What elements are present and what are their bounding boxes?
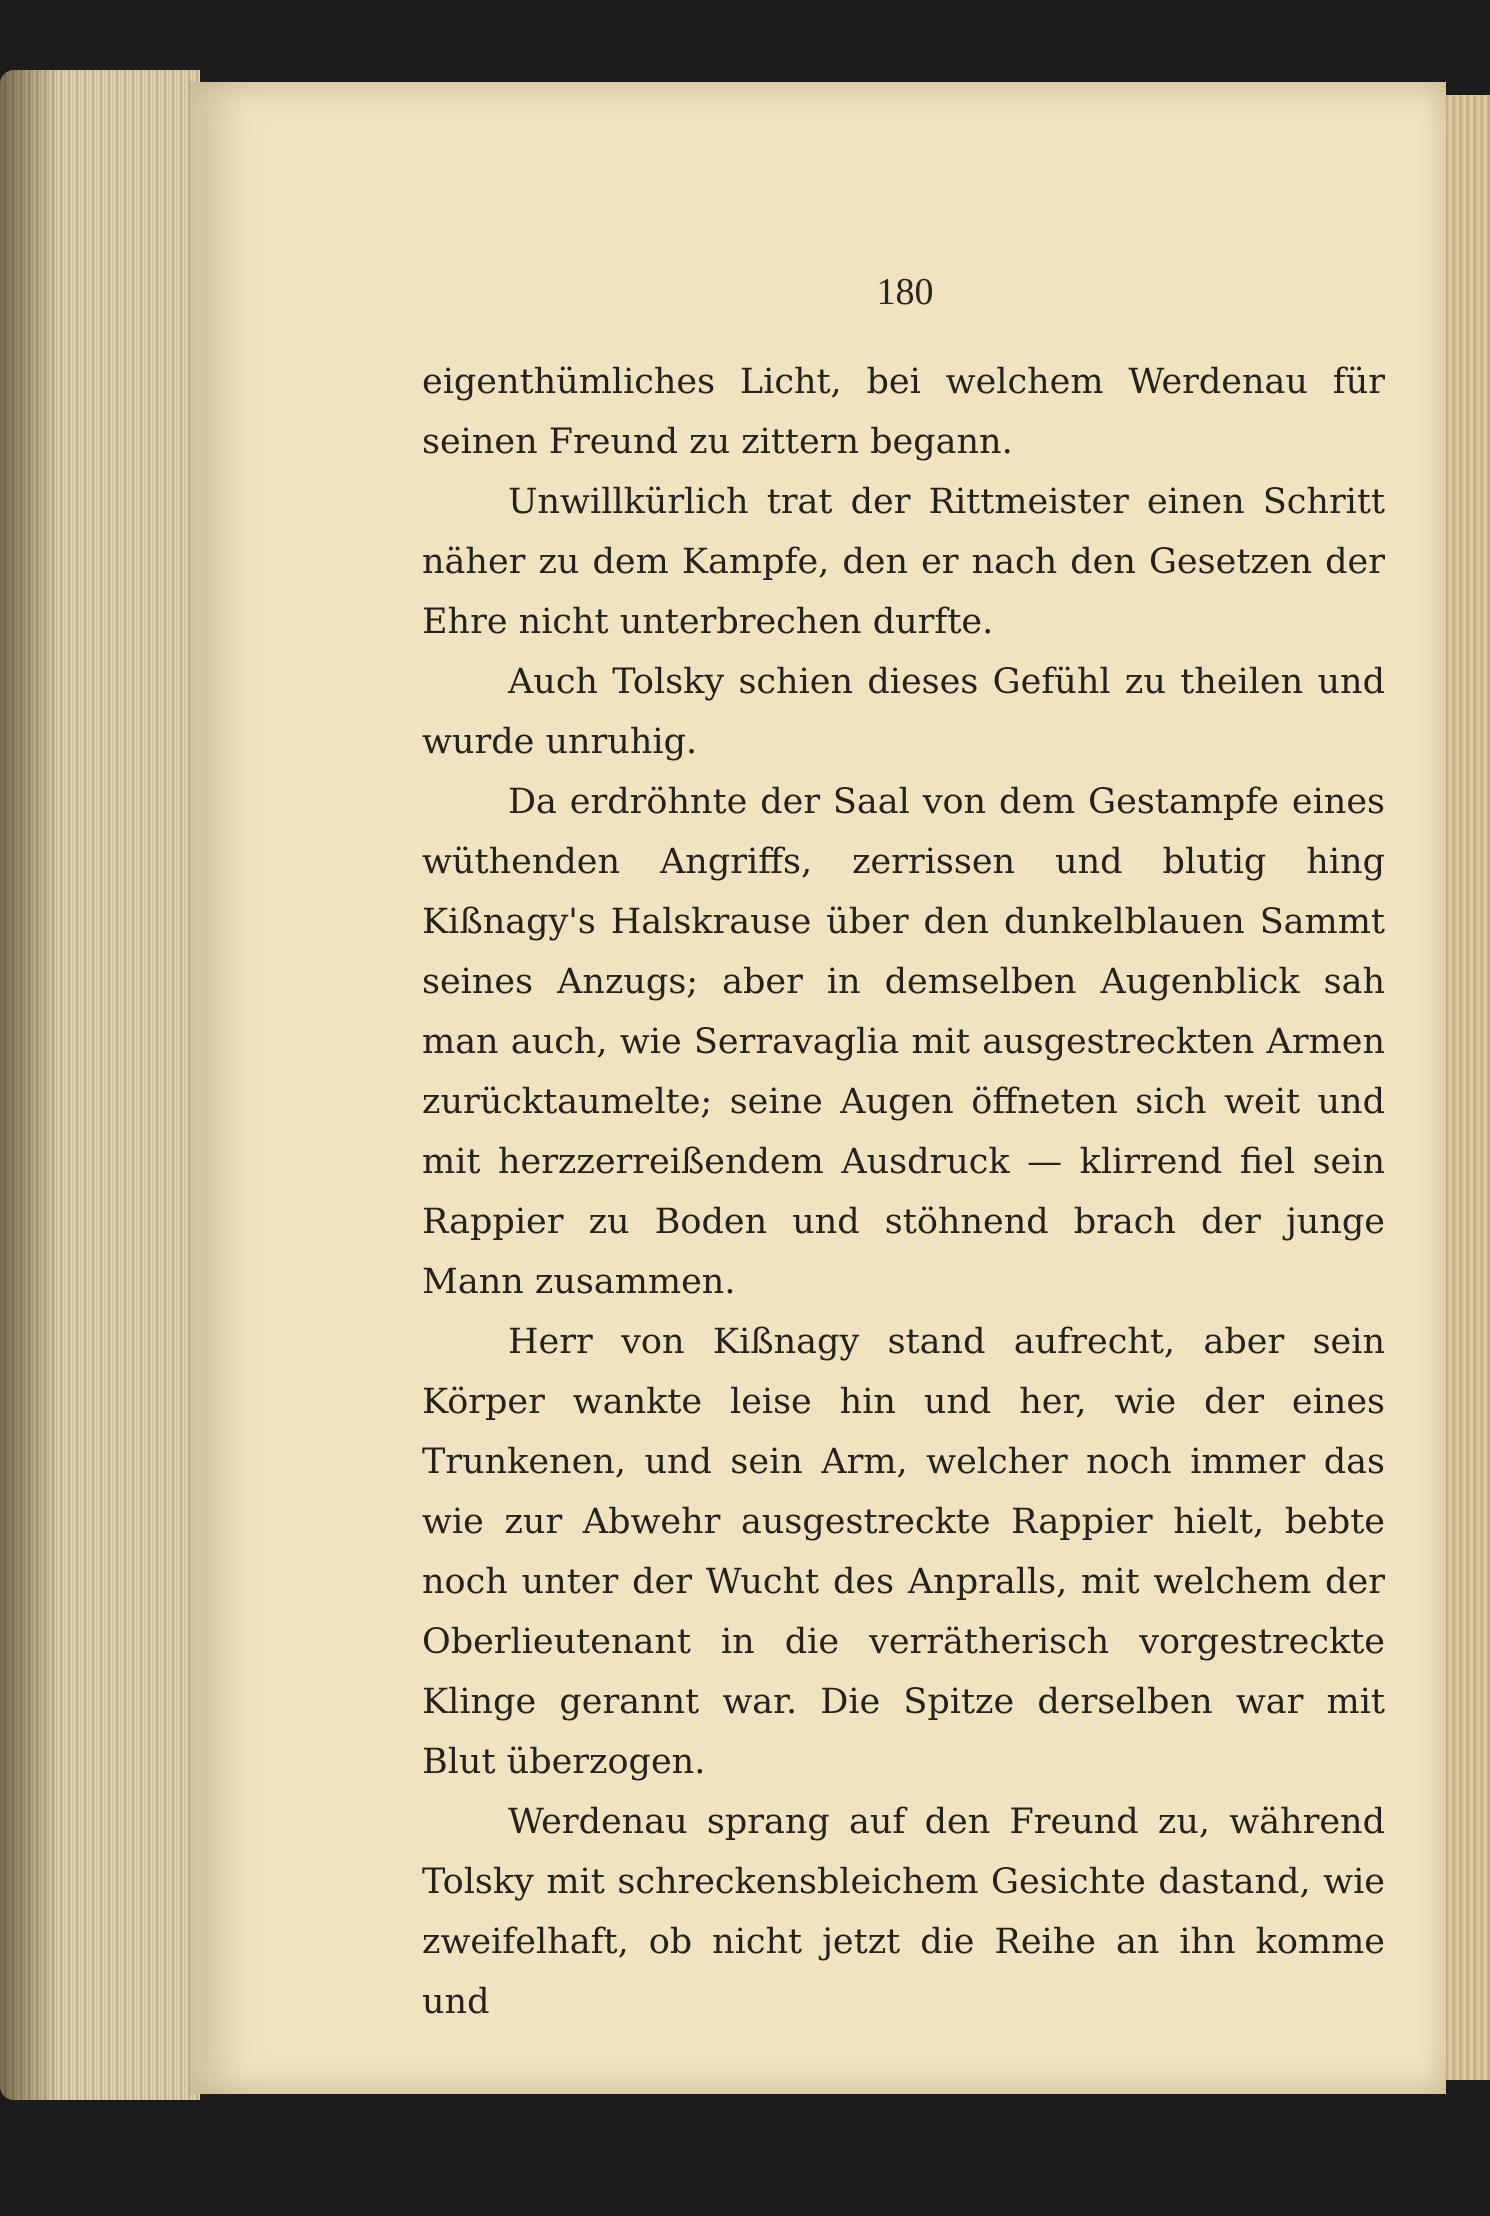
page-number: 180 <box>876 271 934 313</box>
paragraph-1: eigenthümliches Licht, bei welchem Werdenau für seinen Freund zu zittern begann. <box>422 362 1385 462</box>
paragraph-2: Unwillkürlich trat der Rittmeister einen Schritt näher zu dem Kampfe, den er nach den Gesetzen der Ehre nicht unterbrechen durfte. <box>422 482 1385 642</box>
paragraph-3: Auch Tolsky schien dieses Gefühl zu theilen und wurde unruhig. <box>422 662 1385 762</box>
binding-shadow <box>0 70 60 2100</box>
paragraph-4: Da erdröhnte der Saal von dem Gestampfe eines wüthenden Angriffs, zerrissen und blutig hing Kißnagy's Halskrause über den dunkelblauen Sammt seines Anzugs; aber in demselben Augenblick sah man auch, wie Serravaglia mit ausgestreckten Armen zurücktaumelte; seine Augen öffneten sich weit und mit herzzerreißendem Ausdruck — klirrend fiel sein Rappier zu Boden und stöhnend brach der junge Mann zusammen. <box>422 782 1385 1302</box>
paragraph-6: Werdenau sprang auf den Freund zu, während Tolsky mit schreckensbleichem Gesichte dastand, wie zweifelhaft, ob nicht jetzt die Reihe an ihn komme und <box>422 1802 1385 2022</box>
body-text <box>422 352 1385 2032</box>
paragraph-5: Herr von Kißnagy stand aufrecht, aber sein Körper wankte leise hin und her, wie der eines Trunkenen, und sein Arm, welcher noch immer das wie zur Abwehr ausgestreckte Rappier hielt, bebte noch unter der Wucht des Anpralls, mit welchem der Oberlieutenant in die verrätherisch vorgestreckte Klinge gerannt war. Die Spitze derselben war mit Blut überzogen. <box>422 1322 1385 1782</box>
right-page-edge <box>1440 95 1490 2080</box>
